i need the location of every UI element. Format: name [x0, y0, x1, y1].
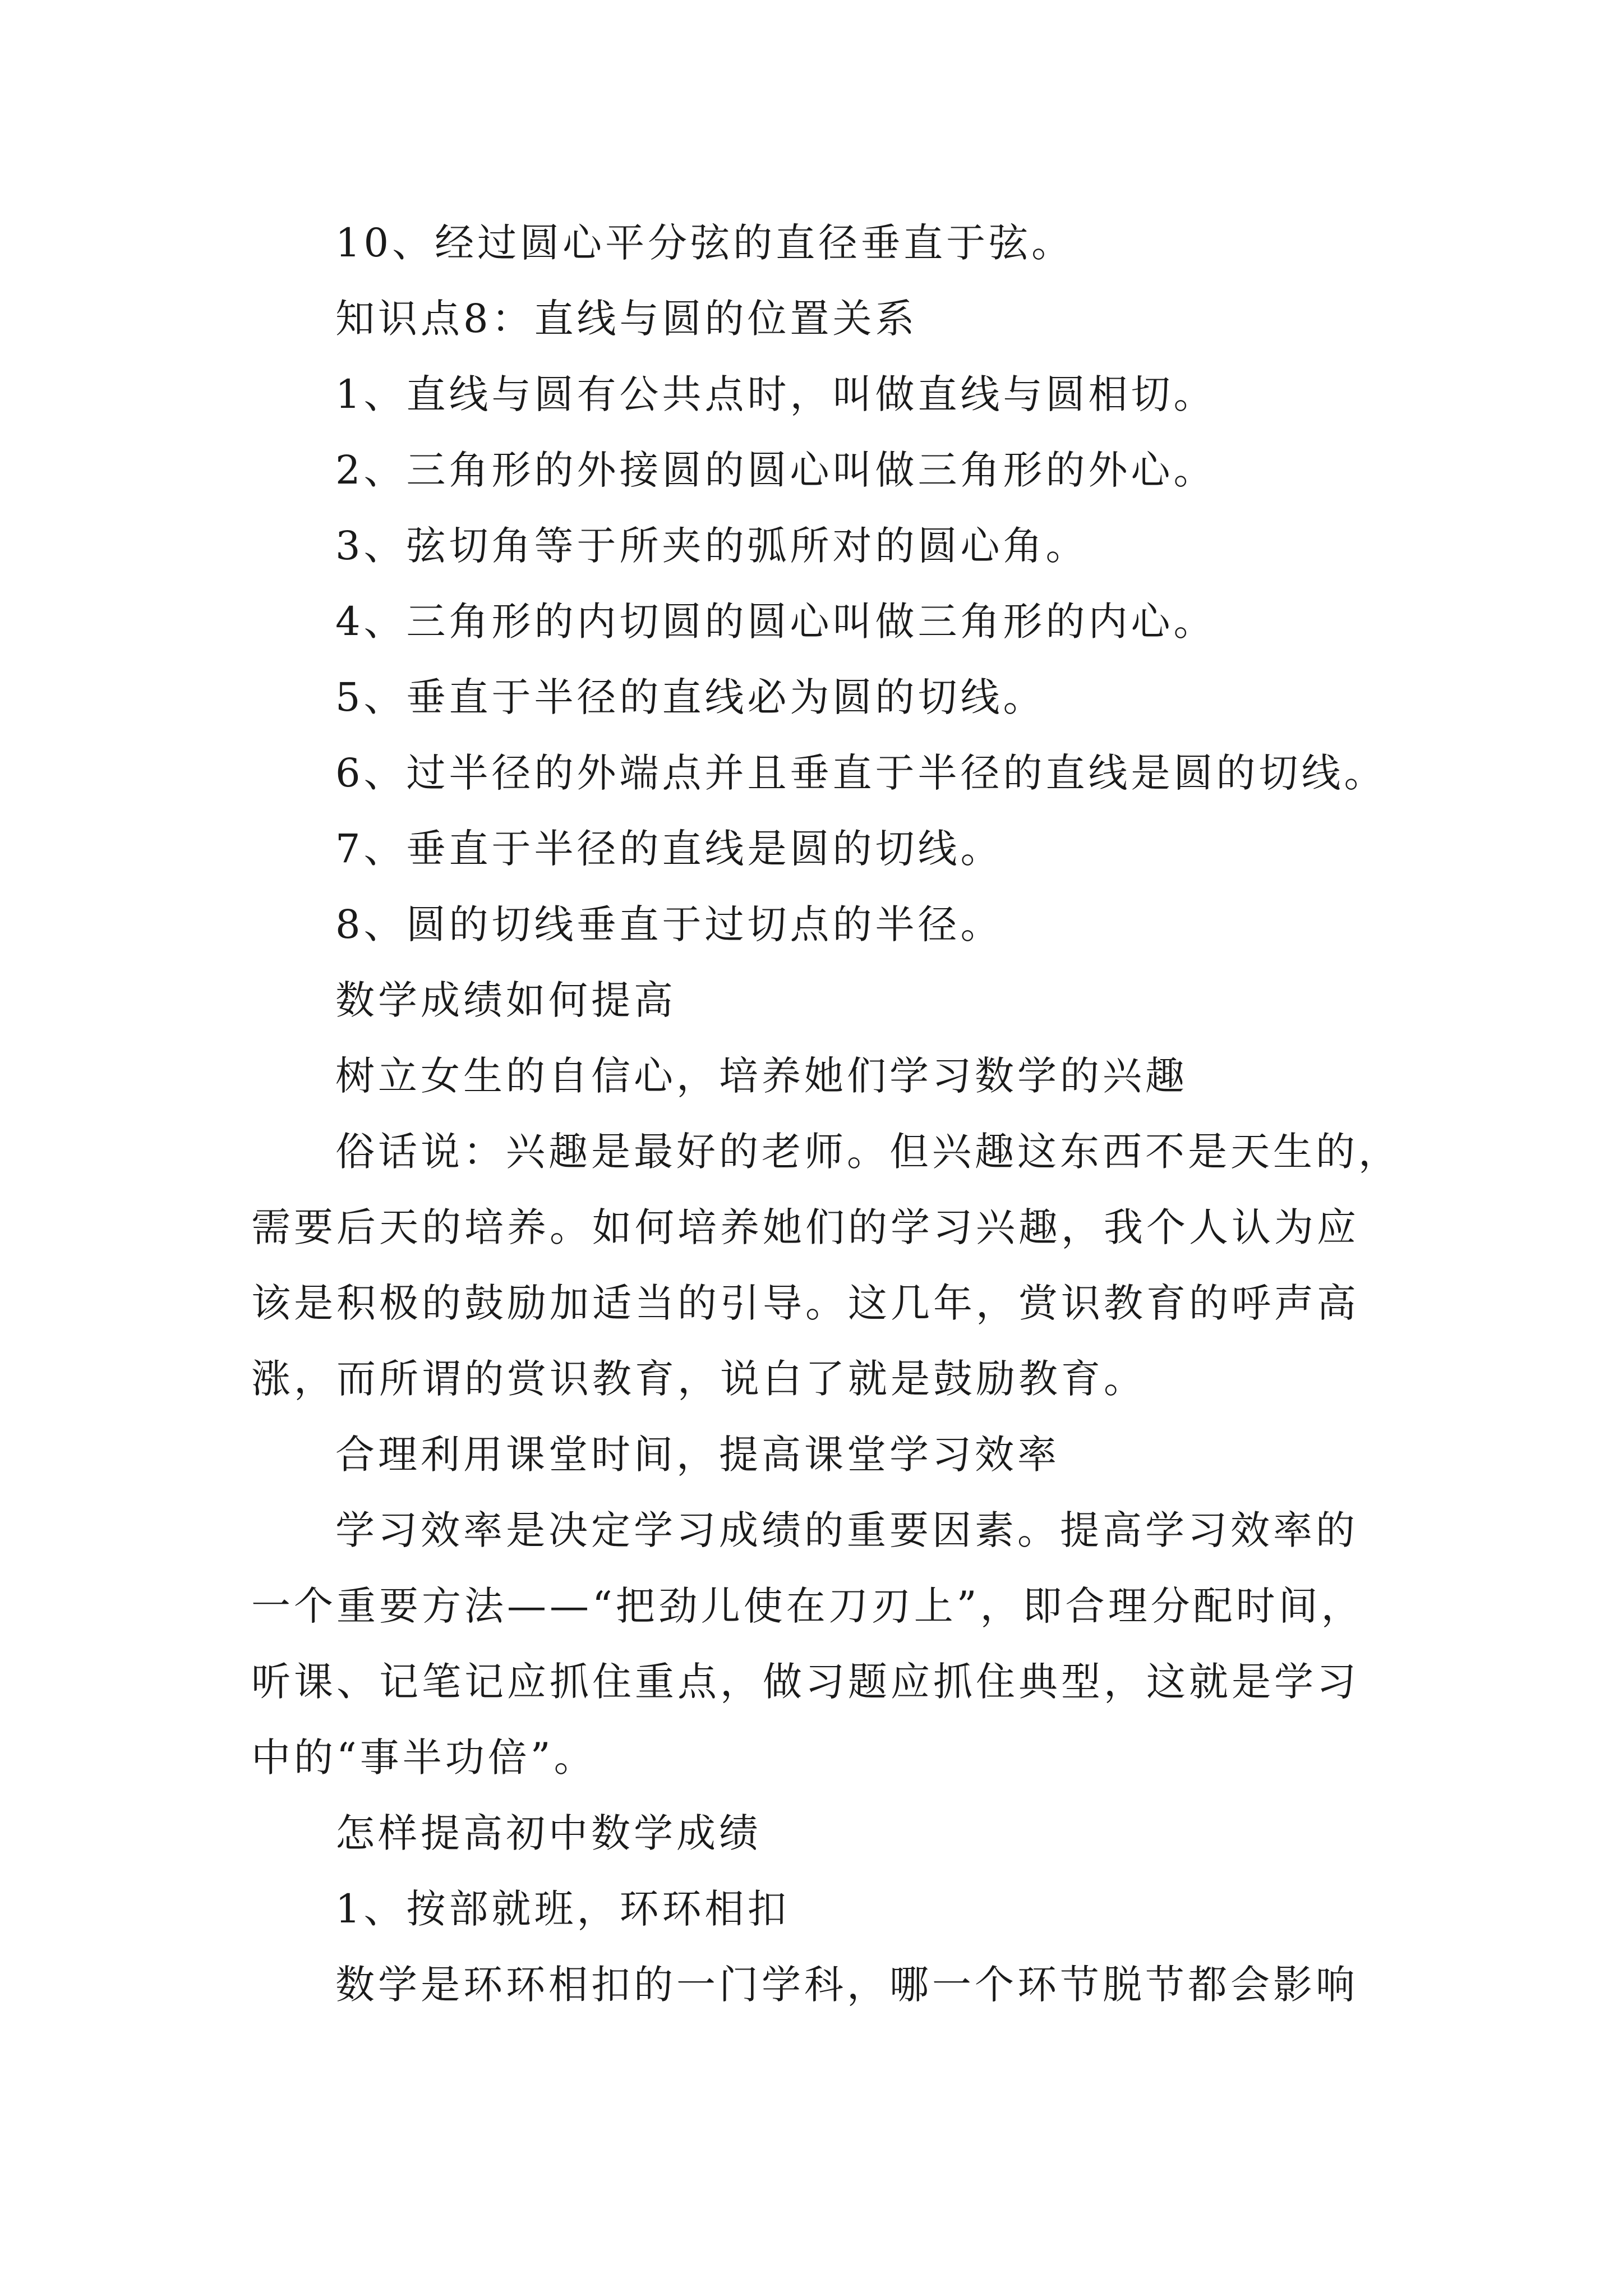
paragraph-line: 中的“事半功倍”。: [251, 1734, 597, 1780]
paragraph-line: 学习效率是决定学习成绩的重要因素。提高学习效率的: [335, 1507, 1358, 1553]
paragraph-line: 听课、记笔记应抓住重点，做习题应抓住典型，这就是学习: [251, 1659, 1359, 1705]
list-item: 8、圆的切线垂直于过切点的半径。: [335, 901, 1003, 947]
list-item: 7、垂直于半径的直线是圆的切线。: [335, 826, 1003, 872]
paragraph-line: 该是积极的鼓励加适当的引导。这几年，赏识教育的呼声高: [251, 1280, 1359, 1326]
list-item: 6、过半径的外端点并且垂直于半径的直线是圆的切线。: [335, 750, 1387, 796]
list-item: 1、直线与圆有公共点时，叫做直线与圆相切。: [335, 371, 1216, 417]
paragraph-line: 涨，而所谓的赏识教育，说白了就是鼓励教育。: [251, 1356, 1146, 1402]
section-heading: 怎样提高初中数学成绩: [335, 1810, 762, 1856]
section-heading: 知识点8：直线与圆的位置关系: [335, 296, 918, 342]
subheading: 合理利用课堂时间，提高课堂学习效率: [335, 1432, 1060, 1478]
paragraph-line: 数学是环环相扣的一门学科，哪一个环节脱节都会影响: [335, 1962, 1358, 2008]
list-item: 4、三角形的内切圆的圆心叫做三角形的内心。: [335, 599, 1216, 645]
subheading: 1、按部就班，环环相扣: [335, 1886, 790, 1932]
paragraph-line: 需要后天的培养。如何培养她们的学习兴趣，我个人认为应: [251, 1204, 1359, 1250]
list-item: 2、三角形的外接圆的圆心叫做三角形的外心。: [335, 447, 1216, 493]
text-line: 10、经过圆心平分弦的直径垂直于弦。: [335, 220, 1075, 266]
section-heading: 数学成绩如何提高: [335, 977, 676, 1023]
paragraph-line: 一个重要方法——“把劲儿使在刀刃上”，即合理分配时间，: [251, 1583, 1364, 1629]
paragraph-line: 俗话说：兴趣是最好的老师。但兴趣这东西不是天生的，: [335, 1129, 1401, 1175]
list-item: 5、垂直于半径的直线必为圆的切线。: [335, 674, 1046, 720]
list-item: 3、弦切角等于所夹的弧所对的圆心角。: [335, 523, 1089, 569]
subheading: 树立女生的自信心，培养她们学习数学的兴趣: [335, 1053, 1188, 1099]
